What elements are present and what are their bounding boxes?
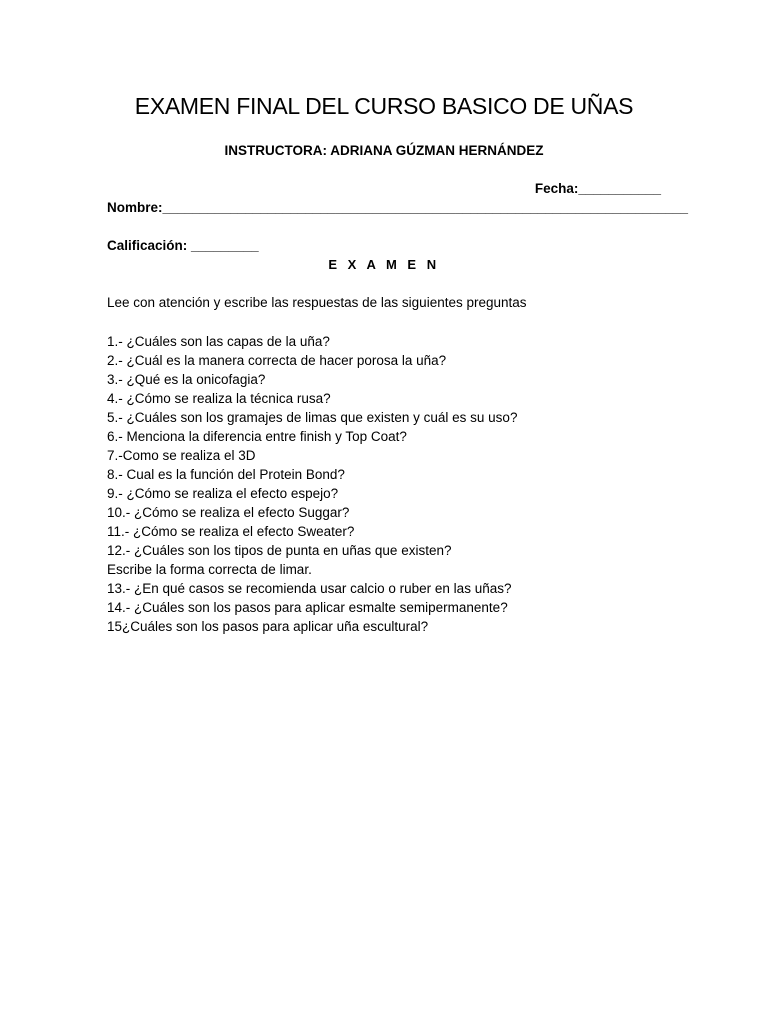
question-item: 15¿Cuáles son los pasos para aplicar uña escultural? (107, 619, 429, 634)
name-field: Nombre:______________________________________________________________________ (107, 200, 689, 215)
question-item: 6.- Menciona la diferencia entre finish y Top Coat? (107, 429, 407, 444)
question-item: 13.- ¿En qué casos se recomienda usar calcio o ruber en las uñas? (107, 581, 512, 596)
question-item: 1.- ¿Cuáles son las capas de la uña? (107, 334, 330, 349)
exam-heading: E X A M E N (328, 257, 440, 272)
instructor-line: INSTRUCTORA: ADRIANA GÚZMAN HERNÁNDEZ (224, 143, 544, 158)
question-list (107, 332, 517, 636)
question-item: 12.- ¿Cuáles son los tipos de punta en uñas que existen? (107, 543, 452, 558)
question-item: 2.- ¿Cuál es la manera correcta de hacer porosa la uña? (107, 353, 447, 368)
instructions-text: Lee con atención y escribe las respuestas de las siguientes preguntas (107, 295, 527, 310)
question-item: Escribe la forma correcta de limar. (107, 562, 312, 577)
page-title: EXAMEN FINAL DEL CURSO BASICO DE UÑAS (134, 93, 634, 119)
question-item: 7.-Como se realiza el 3D (107, 448, 256, 463)
question-item: 11.- ¿Cómo se realiza el efecto Sweater? (107, 524, 355, 539)
question-item: 8.- Cual es la función del Protein Bond? (107, 467, 345, 482)
question-item: 3.- ¿Qué es la onicofagia? (107, 372, 266, 387)
date-field: Fecha:___________ (534, 181, 661, 196)
question-item: 4.- ¿Cómo se realiza la técnica rusa? (107, 391, 331, 406)
question-item: 9.- ¿Cómo se realiza el efecto espejo? (107, 486, 339, 501)
question-item: 5.- ¿Cuáles son los gramajes de limas que existen y cuál es su uso? (107, 410, 518, 425)
question-item: 14.- ¿Cuáles son los pasos para aplicar esmalte semipermanente? (107, 600, 508, 615)
question-item: 10.- ¿Cómo se realiza el efecto Suggar? (107, 505, 350, 520)
grade-field: Calificación: _________ (107, 238, 259, 253)
